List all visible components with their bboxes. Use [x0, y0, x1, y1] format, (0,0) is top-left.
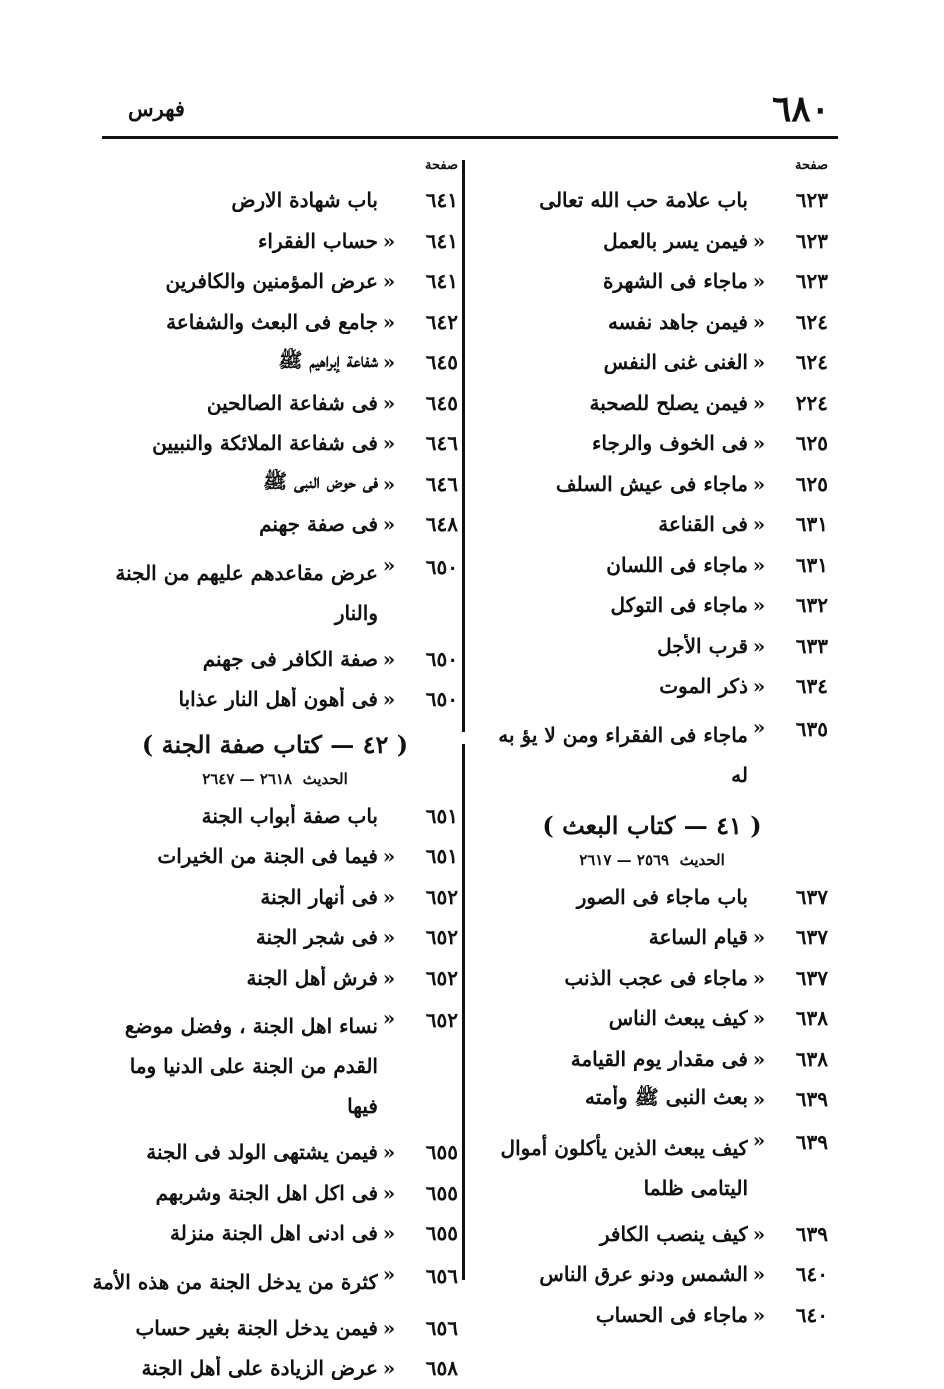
header-rule [102, 136, 838, 139]
entry-page-number: ٦٣٩ [795, 1221, 828, 1246]
entry-page-number: ٦٤٢ [425, 309, 458, 334]
entry-page-number: ٦٣١ [795, 552, 828, 577]
entry-title: فى ادنى اهل الجنة منزلة [170, 1221, 378, 1246]
index-entry [476, 504, 828, 545]
ditto-mark: « [382, 512, 396, 537]
entries-block [476, 180, 828, 801]
ditto-mark: « [752, 512, 766, 537]
section-range: الحديث ٢٥٦٩ — ٢٦١٧ [579, 850, 725, 869]
entry-page-number: ٦٢٥ [795, 471, 828, 496]
entry-page-number: ٦٤١ [425, 228, 458, 253]
entry-title: ماجاء فى اللسان [606, 552, 748, 577]
column-divider [462, 744, 465, 1280]
index-entry [92, 1348, 458, 1389]
entry-title: فى شفاعة الملائكة والنبيين [152, 431, 378, 456]
index-entry [92, 180, 458, 221]
index-entry [476, 464, 828, 505]
index-entry [92, 639, 458, 680]
ditto-mark: « [752, 1006, 766, 1031]
index-entry [476, 1079, 828, 1120]
entry-title: فى أنهار الجنة [260, 884, 378, 909]
entry-page-number: ٦٣٩ [795, 1129, 828, 1154]
entry-page-number: ٦٢٤ [795, 309, 828, 334]
index-entry [92, 836, 458, 877]
ditto-mark: « [752, 269, 766, 294]
entry-title: ماجاء فى الفقراء ومن لا يؤ به له [498, 722, 748, 787]
entry-title: ماجاء فى عيش السلف [555, 471, 748, 496]
entry-page-number: ٦٣٥ [795, 716, 828, 741]
ditto-mark: « [382, 844, 396, 869]
entries-block [476, 877, 828, 1336]
entry-page-number: ٦٥١ [425, 803, 458, 828]
index-entry [92, 958, 458, 999]
ditto-mark: « [382, 965, 396, 990]
entry-title: شفاعة إبراهيم ﷺ [278, 347, 378, 372]
entry-title: بعث النبى ﷺ وأمته [585, 1084, 748, 1109]
entry-title: باب صفة أبواب الجنة [201, 803, 378, 828]
entry-title: فيمن يسر بالعمل [603, 228, 748, 253]
ditto-mark: « [382, 884, 396, 909]
index-entry [476, 261, 828, 302]
index-entry [476, 707, 828, 801]
range-from: ٢٥٦٩ [636, 850, 670, 869]
ditto-mark: « [382, 350, 396, 375]
entry-title: فرش أهل الجنة [246, 965, 378, 990]
index-entry [92, 1213, 458, 1254]
ditto-mark: « [752, 471, 766, 496]
entry-page-number: ٦٥٢ [425, 965, 458, 990]
entry-title: فى صفة جهنم [259, 512, 378, 537]
index-entry [476, 383, 828, 424]
entry-title: فى الخوف والرجاء [592, 431, 748, 456]
ditto-mark: « [752, 1262, 766, 1287]
index-entry [92, 796, 458, 837]
ditto-mark: « [752, 228, 766, 253]
index-entry [476, 221, 828, 262]
index-entry [92, 1132, 458, 1173]
entries-block [92, 796, 458, 1389]
entry-title: فى أهون أهل النار عذابا [178, 687, 378, 712]
entry-title: باب علامة حب الله تعالى [539, 188, 748, 213]
range-label: الحديث [679, 850, 725, 869]
ditto-mark: « [752, 431, 766, 456]
index-entry [476, 302, 828, 343]
entry-page-number: ٦٣٧ [795, 965, 828, 990]
ditto-mark: « [752, 1127, 766, 1152]
ditto-mark: « [382, 390, 396, 415]
ditto-mark: « [752, 714, 766, 739]
entry-title: عرض المؤمنين والكافرين [165, 269, 378, 294]
index-entry [476, 917, 828, 958]
ditto-mark: « [382, 925, 396, 950]
entry-title: ذكر الموت [659, 674, 748, 699]
index-entry [476, 342, 828, 383]
index-entry [92, 877, 458, 918]
entry-page-number: ٦٢٥ [795, 431, 828, 456]
range-to: ٢٦٤٧ [202, 769, 235, 788]
entry-title: فى مقدار يوم القيامة [570, 1046, 748, 1071]
ditto-mark: « [382, 1140, 396, 1165]
entry-title: صفة الكافر فى جهنم [202, 646, 378, 671]
ditto-mark: « [752, 1046, 766, 1071]
index-entry [476, 1295, 828, 1336]
entry-page-number: ٦٥٢ [425, 1008, 458, 1032]
entry-page-number: ٦٥٠ [425, 687, 458, 712]
entry-page-number: ٦٣٣ [795, 633, 828, 658]
entry-title: باب ماجاء فى الصور [576, 884, 748, 909]
index-entry [92, 1254, 458, 1308]
entry-title: باب شهادة الارض [231, 188, 378, 213]
entry-page-number: ٦٤٥ [425, 350, 458, 375]
entry-title: كيف يبعث الذين يأكلون أموال اليتامى ظلما [500, 1135, 748, 1200]
entry-page-number: ٦٣٢ [795, 593, 828, 618]
index-entry [476, 877, 828, 918]
ditto-mark: « [382, 552, 396, 577]
left-column [92, 158, 458, 1389]
index-entry [92, 1308, 458, 1349]
entry-title: فى شجر الجنة [255, 925, 378, 950]
range-to: ٢٦١٧ [579, 850, 612, 869]
index-entry [92, 545, 458, 639]
entry-title: ماجاء فى التوكل [610, 593, 748, 618]
index-entry [476, 1254, 828, 1295]
entry-page-number: ٦٥٦ [425, 1315, 458, 1340]
index-entry [92, 342, 458, 383]
entry-page-number: ٦٣٨ [795, 1006, 828, 1031]
column-divider [462, 160, 465, 732]
entry-title: الغنى غنى النفس [603, 350, 748, 375]
ditto-mark: « [382, 431, 396, 456]
entry-title: فيما فى الجنة من الخيرات [157, 844, 378, 869]
entry-page-number: ٦٥٥ [425, 1221, 458, 1246]
ditto-mark: « [752, 593, 766, 618]
entry-page-number: ٦٤٥ [425, 390, 458, 415]
index-entry [92, 221, 458, 262]
entry-page-number: ٦٣٧ [795, 925, 828, 950]
index-entry [476, 1214, 828, 1255]
range-from: ٢٦١٨ [259, 769, 293, 788]
index-entry [476, 585, 828, 626]
index-entry [92, 998, 458, 1132]
index-entry [92, 423, 458, 464]
entry-page-number: ٦٤٠ [795, 1302, 828, 1327]
index-entry [92, 917, 458, 958]
entry-page-number: ٦٣٤ [795, 674, 828, 699]
entry-page-number: ٦٤٠ [795, 1262, 828, 1287]
index-entry [476, 180, 828, 221]
section-title: ( ٤٢ — كتاب صفة الجنة ) [141, 730, 409, 759]
entries-block [92, 180, 458, 720]
entry-title: كيف ينصب الكافر [599, 1221, 748, 1246]
entry-page-number: ٦٥١ [425, 844, 458, 869]
ditto-mark: « [382, 646, 396, 671]
index-entry [92, 261, 458, 302]
entry-title: كثرة من يدخل الجنة من هذه الأمة [92, 1269, 378, 1294]
ditto-mark: « [382, 471, 396, 496]
right-column [476, 158, 828, 1335]
section-range: الحديث ٢٦١٨ — ٢٦٤٧ [202, 769, 348, 788]
ditto-mark: « [382, 269, 396, 294]
index-entry [476, 1120, 828, 1214]
index-entry [92, 464, 458, 505]
range-label: الحديث [302, 769, 348, 788]
entry-page-number: ٦٥٠ [425, 554, 458, 579]
ditto-mark: « [382, 1180, 396, 1205]
entry-title: حساب الفقراء [258, 228, 378, 253]
entry-title: الشمس ودنو عرق الناس [539, 1262, 748, 1287]
entry-page-number: ٦٢٣ [795, 228, 828, 253]
index-entry [476, 545, 828, 586]
entry-page-number: ٦٤١ [425, 188, 458, 213]
entry-page-number: ٦٥٥ [425, 1140, 458, 1165]
ditto-mark: « [752, 925, 766, 950]
ditto-mark: « [752, 633, 766, 658]
entry-title: فى حوض النبى ﷺ [262, 469, 378, 494]
index-entry [476, 666, 828, 707]
page-number: ٦٨٠ [771, 88, 830, 130]
entry-page-number: ٢٢٤ [795, 390, 828, 415]
ditto-mark: « [752, 1302, 766, 1327]
index-entry [92, 679, 458, 720]
ditto-mark: « [382, 1261, 396, 1286]
ditto-mark: « [752, 350, 766, 375]
entry-page-number: ٦٤٨ [425, 512, 458, 537]
ditto-mark: « [752, 1087, 766, 1112]
entry-page-number: ٦٤١ [425, 269, 458, 294]
ditto-mark: « [752, 552, 766, 577]
ditto-mark: « [752, 674, 766, 699]
section-title: ( ٤١ — كتاب البعث ) [542, 811, 762, 840]
entry-title: فيمن يشتهى الولد فى الجنة [146, 1140, 378, 1165]
index-entry [92, 504, 458, 545]
entry-page-number: ٦٤٦ [425, 471, 458, 496]
entry-page-number: ٦٣٨ [795, 1046, 828, 1071]
entry-page-number: ٦٣٧ [795, 884, 828, 909]
ditto-mark: « [752, 965, 766, 990]
entry-title: عرض الزيادة على أهل الجنة [141, 1356, 378, 1381]
entry-title: فيمن يصلح للصحبة [589, 390, 748, 415]
entry-page-number: ٦٥٨ [425, 1356, 458, 1381]
entry-page-number: ٦٢٤ [795, 350, 828, 375]
entry-page-number: ٦٢٣ [795, 269, 828, 294]
ditto-mark: « [382, 687, 396, 712]
ditto-mark: « [382, 1006, 396, 1030]
index-entry [92, 302, 458, 343]
ditto-mark: « [382, 228, 396, 253]
entry-title: فى اكل اهل الجنة وشربهم [155, 1180, 378, 1205]
ditto-mark: « [752, 1221, 766, 1246]
entry-title: جامع فى البعث والشفاعة [166, 309, 378, 334]
index-entry [476, 1039, 828, 1080]
entry-page-number: ٦٣١ [795, 512, 828, 537]
entry-page-number: ٦٥٦ [425, 1263, 458, 1288]
index-entry [476, 958, 828, 999]
ditto-mark: « [752, 390, 766, 415]
ditto-mark: « [382, 1356, 396, 1381]
entry-title: فيمن يدخل الجنة بغير حساب [135, 1315, 378, 1340]
entry-page-number: ٦٥٢ [425, 884, 458, 909]
page-header-title: فهرس [128, 96, 185, 121]
entry-page-number: ٦٢٣ [795, 188, 828, 213]
index-entry [476, 626, 828, 667]
index-entry [92, 383, 458, 424]
entry-title: نساء اهل الجنة ، وفضل موضع القدم من الجنة على الدنيا وما فيها [124, 1014, 378, 1118]
entry-title: ماجاء فى الشهرة [602, 269, 748, 294]
index-entry [476, 423, 828, 464]
entry-page-number: ٦٤٦ [425, 431, 458, 456]
entry-title: قيام الساعة [648, 925, 748, 950]
entry-title: فى شفاعة الصالحين [206, 390, 378, 415]
column-heading: صفحة [425, 158, 458, 173]
entry-title: فى القناعة [658, 512, 748, 537]
index-entry [476, 998, 828, 1039]
ditto-mark: « [382, 1221, 396, 1246]
ditto-mark: « [382, 309, 396, 334]
entry-page-number: ٦٥٥ [425, 1180, 458, 1205]
entry-title: عرض مقاعدهم عليهم من الجنة والنار [115, 560, 378, 625]
entry-title: ماجاء فى الحساب [595, 1302, 748, 1327]
entry-title: فيمن جاهد نفسه [607, 309, 748, 334]
index-entry [92, 1173, 458, 1214]
entry-page-number: ٦٥٠ [425, 646, 458, 671]
column-heading: صفحة [795, 158, 828, 173]
entry-title: قرب الأجل [657, 633, 748, 658]
ditto-mark: « [752, 309, 766, 334]
entry-page-number: ٦٥٢ [425, 925, 458, 950]
entry-page-number: ٦٣٩ [795, 1087, 828, 1112]
ditto-mark: « [382, 1315, 396, 1340]
entry-title: كيف يبعث الناس [608, 1006, 748, 1031]
entry-title: ماجاء فى عجب الذنب [564, 965, 748, 990]
